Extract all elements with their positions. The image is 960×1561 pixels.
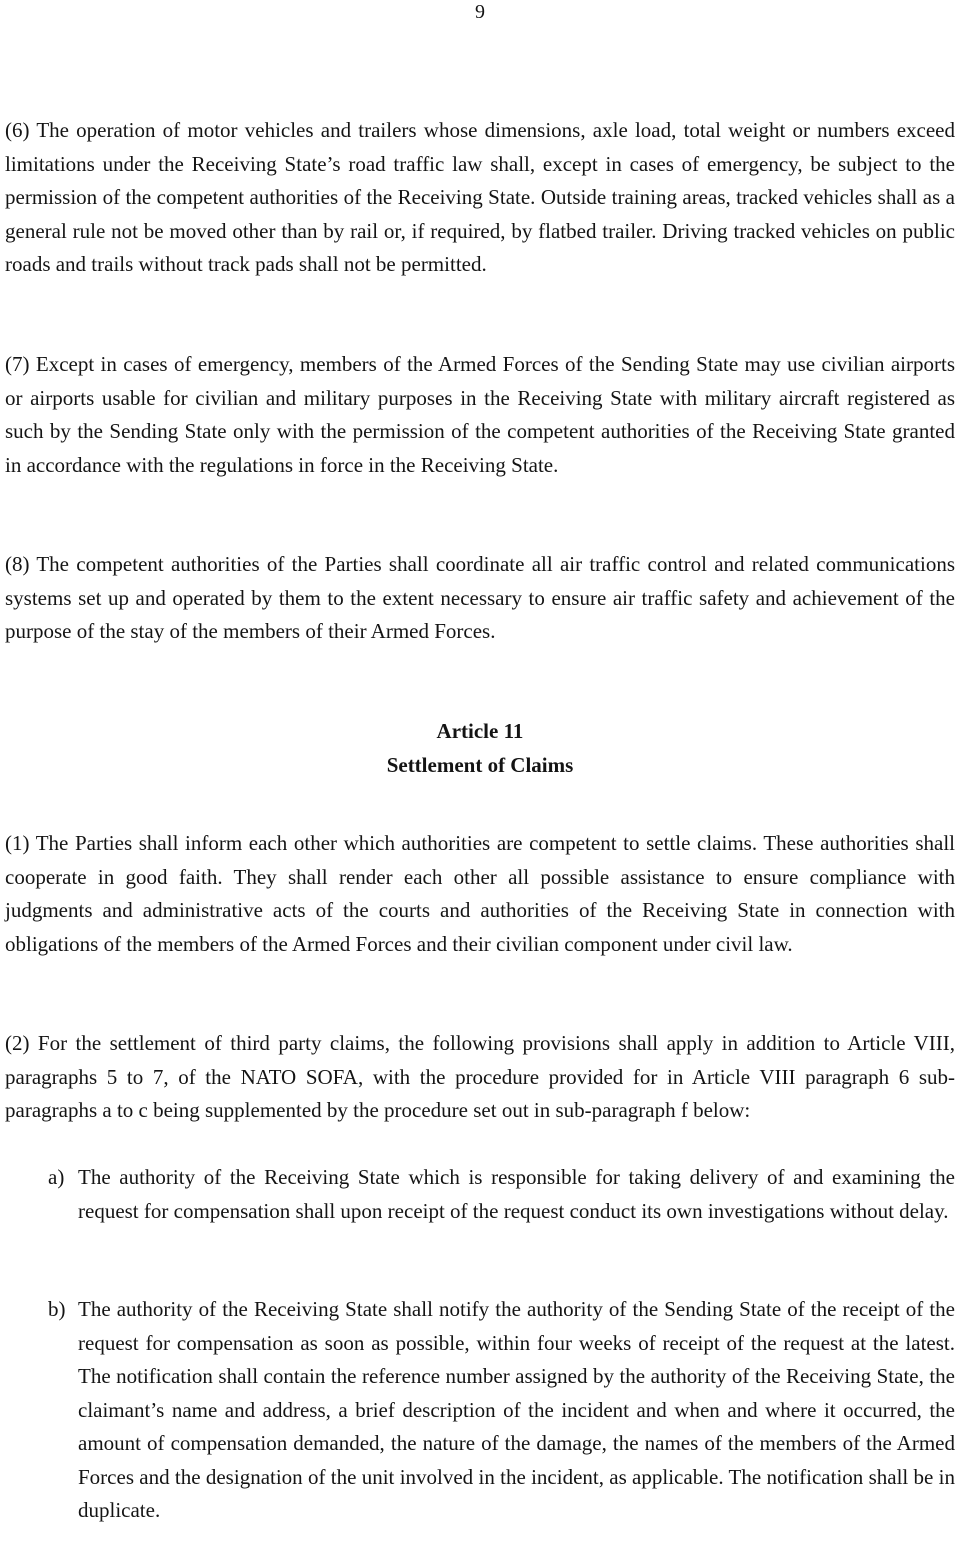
list-item-a [48,1161,955,1228]
list-text-a: The authority of the Receiving State which is responsible for taking delivery of and examining the request for compensation shall upon receipt of the request conduct its own investigations without delay. [78,1165,955,1223]
list-text-b: The authority of the Receiving State shall notify the authority of the Sending State of the receipt of the request for compensation as soon as possible, within four weeks of receipt of the request at the latest. The notification shall contain the reference number assigned by the authority of the Receiving State, the claimant’s name and address, a brief description of the incident and when and where it occurred, the amount of compensation demanded, the nature of the damage, the names of the members of the Armed Forces and the designation of the unit involved in the incident, as applicable. The notification shall be in duplicate. [78,1297,955,1522]
article-paragraph-2: (2) For the settlement of third party claims, the following provisions shall apply in addition to Article VIII, paragraphs 5 to 7, of the NATO SOFA, with the procedure provided for in Article VIII paragraph 6 sub-paragraphs a to c being supplemented by the procedure set out in sub-paragraph f below: [5,1031,955,1122]
list-marker-b: b) [48,1297,66,1321]
paragraph-8: (8) The competent authorities of the Parties shall coordinate all air traffic control and related communications systems set up and operated by them to the extent necessary to ensure air traffic safety and achievement of the purpose of the stay of the members of their Armed Forces. [5,552,955,643]
list-item-b [48,1293,955,1528]
article-number: Article 11 [436,719,524,743]
list-marker-a: a) [48,1165,65,1189]
page-number: 9 [475,1,485,23]
paragraph-6: (6) The operation of motor vehicles and trailers whose dimensions, axle load, total weight or numbers exceed limitations under the Receiving State’s road traffic law shall, except in cases of emergency, be subject to the permission of the competent authorities of the Receiving State. Outside training areas, tracked vehicles shall as a general rule not be moved other than by rail or, if required, by flatbed trailer. Driving tracked vehicles on public roads and trails without track pads shall not be permitted. [5,118,955,276]
article-paragraph-1: (1) The Parties shall inform each other which authorities are competent to settle claims. These authorities shall cooperate in good faith. They shall render each other all possible assistance to ensure compliance with judgments and administrative acts of the courts and authorities of the Receiving State in connection with obligations of the members of the Armed Forces and their civilian component under civil law. [5,831,955,956]
article-title: Settlement of Claims [386,753,574,777]
paragraph-7: (7) Except in cases of emergency, members of the Armed Forces of the Sending State may use civilian airports or airports usable for civilian and military purposes in the Receiving State with military aircraft registered as such by the Sending State only with the permission of the competent authorities of the Receiving State granted in accordance with the regulations in force in the Receiving State. [5,352,955,477]
